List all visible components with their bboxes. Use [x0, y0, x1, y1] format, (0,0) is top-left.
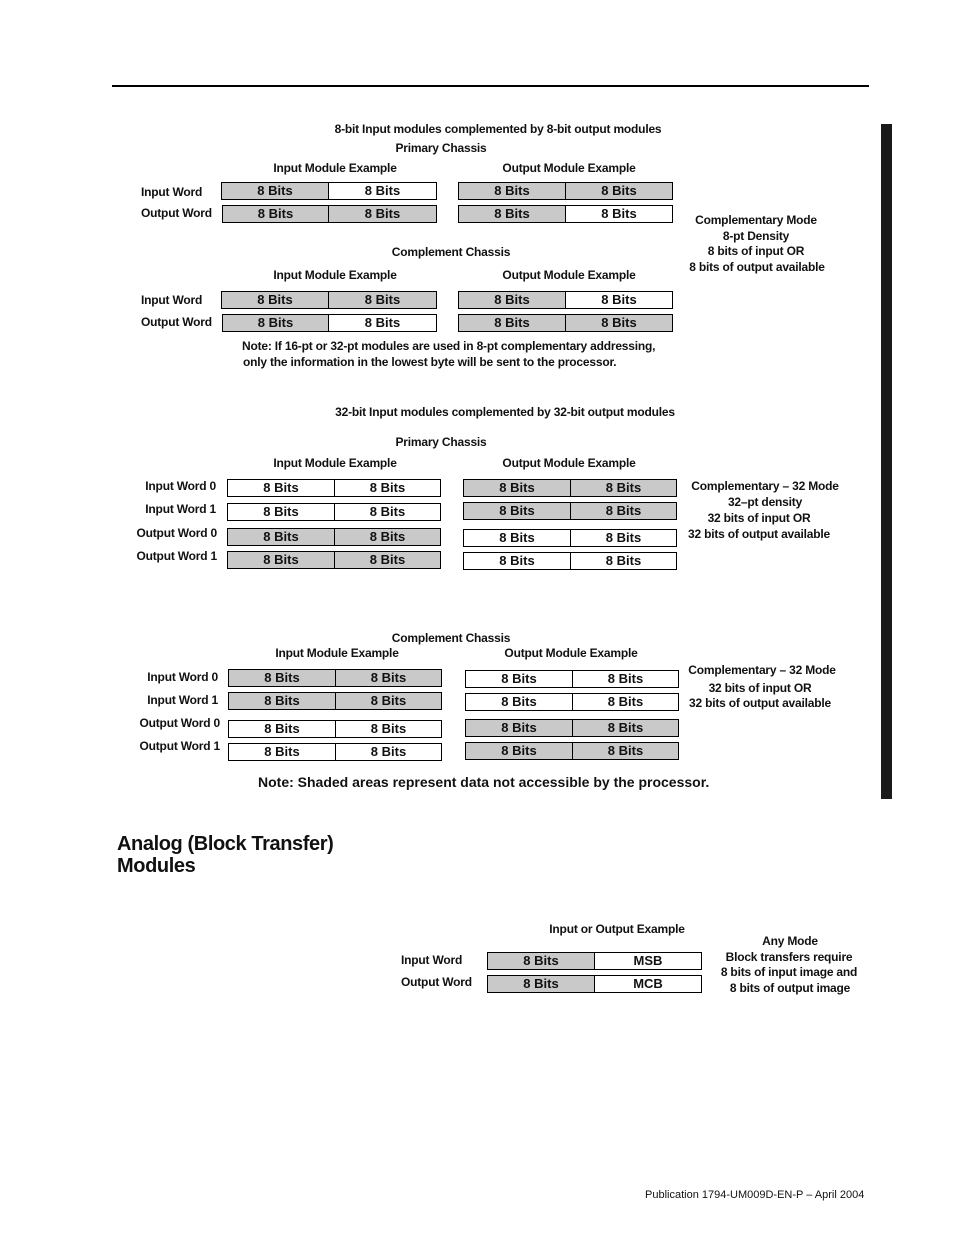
- row-label-output-word: Output Word: [141, 315, 212, 329]
- bit-cell-shaded: 8 Bits: [458, 314, 566, 332]
- msb-cell: MSB: [594, 952, 702, 970]
- complement-chassis-label: Complement Chassis: [391, 631, 511, 645]
- side-note-line: Complementary – 32 Mode: [691, 479, 839, 493]
- shaded-areas-note: Note: Shaded areas represent data not accessible by the processor.: [258, 774, 710, 790]
- bit-cell: 8 Bits: [572, 693, 679, 711]
- side-note-line: 8 bits of input OR: [707, 244, 805, 258]
- bit-cell: 8 Bits: [227, 479, 335, 497]
- row-label-output-word: Output Word: [141, 206, 212, 220]
- row-label-input-word: Input Word: [141, 293, 203, 307]
- side-note-line: 32 bits of output available: [689, 696, 831, 710]
- side-note-line: 32 bits of input OR: [707, 511, 811, 525]
- bit-cell-shaded: 8 Bits: [572, 742, 679, 760]
- side-note-line: 8 bits of input image and: [720, 965, 858, 979]
- input-module-example-label: Input Module Example: [273, 268, 397, 282]
- input-module-example-label: Input Module Example: [275, 646, 399, 660]
- row-label-input-word-1: Input Word 1: [147, 693, 218, 707]
- bit-cell: 8 Bits: [565, 291, 673, 309]
- bit-cell-shaded: 8 Bits: [328, 291, 437, 309]
- section-32bit-title: 32-bit Input modules complemented by 32-bit output modules: [335, 405, 675, 419]
- section-heading-line: Modules: [117, 855, 196, 877]
- input-module-example-label: Input Module Example: [273, 456, 397, 470]
- row-label-input-word-0: Input Word 0: [145, 479, 216, 493]
- bit-cell: 8 Bits: [335, 720, 442, 738]
- row-label-output-word-1: Output Word 1: [136, 549, 217, 563]
- row-label-output-word: Output Word: [401, 975, 472, 989]
- bit-cell-shaded: 8 Bits: [463, 479, 571, 497]
- bit-cell: 8 Bits: [465, 670, 573, 688]
- bit-cell: 8 Bits: [565, 205, 673, 223]
- row-label-input-word: Input Word: [401, 953, 463, 967]
- side-note-line: 8-pt Density: [722, 229, 790, 243]
- section-8bit-note-line: only the information in the lowest byte will be sent to the processor.: [243, 355, 617, 369]
- section-8bit-title: 8-bit Input modules complemented by 8-bit output modules: [334, 122, 662, 136]
- side-note-line: 8 bits of output available: [689, 260, 825, 274]
- row-label-input-word: Input Word: [141, 185, 203, 199]
- publication-footer: Publication 1794-UM009D-EN-P – April 2004: [645, 1189, 865, 1201]
- top-rule: [112, 85, 869, 87]
- bit-cell-shaded: 8 Bits: [221, 182, 329, 200]
- output-module-example-label: Output Module Example: [502, 456, 636, 470]
- bit-cell-shaded: 8 Bits: [487, 952, 595, 970]
- bit-cell: 8 Bits: [328, 182, 437, 200]
- row-label-input-word-0: Input Word 0: [147, 670, 218, 684]
- bit-cell-shaded: 8 Bits: [334, 528, 441, 546]
- section-8bit-note-line: Note: If 16-pt or 32-pt modules are used in 8-pt complementary addressing,: [242, 339, 656, 353]
- bit-cell: 8 Bits: [335, 743, 442, 761]
- bit-cell: 8 Bits: [227, 503, 335, 521]
- bit-cell-shaded: 8 Bits: [227, 528, 335, 546]
- bit-cell: 8 Bits: [228, 720, 336, 738]
- section-heading: [117, 833, 333, 877]
- side-note-line: Block transfers require: [725, 950, 853, 964]
- bit-cell: 8 Bits: [463, 529, 571, 547]
- bit-cell: 8 Bits: [570, 552, 677, 570]
- output-module-example-label: Output Module Example: [502, 161, 636, 175]
- bit-cell: 8 Bits: [334, 503, 441, 521]
- mcb-cell: MCB: [594, 975, 702, 993]
- bit-cell-shaded: 8 Bits: [228, 692, 336, 710]
- bit-cell: 8 Bits: [572, 670, 679, 688]
- row-label-input-word-1: Input Word 1: [145, 502, 216, 516]
- bit-cell: 8 Bits: [570, 529, 677, 547]
- complement-chassis-label: Complement Chassis: [391, 245, 511, 259]
- input-or-output-example-label: Input or Output Example: [549, 922, 685, 936]
- bit-cell: 8 Bits: [328, 314, 437, 332]
- side-note-line: Any Mode: [762, 934, 818, 948]
- side-note-line: Complementary – 32 Mode: [688, 663, 836, 677]
- bit-cell-shaded: 8 Bits: [463, 502, 571, 520]
- bit-cell-shaded: 8 Bits: [227, 551, 335, 569]
- section-heading-line: Analog (Block Transfer): [117, 833, 334, 855]
- side-note-line: 32 bits of input OR: [708, 681, 812, 695]
- side-note-line: Complementary Mode: [695, 213, 817, 227]
- bit-cell-shaded: 8 Bits: [458, 205, 566, 223]
- side-note-line: 8 bits of output image: [729, 981, 851, 995]
- output-module-example-label: Output Module Example: [504, 646, 638, 660]
- chapter-side-bar: [881, 124, 892, 799]
- primary-chassis-label: Primary Chassis: [395, 435, 487, 449]
- row-label-output-word-0: Output Word 0: [136, 526, 217, 540]
- bit-cell-shaded: 8 Bits: [334, 551, 441, 569]
- side-note-line: 32 bits of output available: [688, 527, 830, 541]
- bit-cell-shaded: 8 Bits: [458, 182, 566, 200]
- bit-cell-shaded: 8 Bits: [335, 692, 442, 710]
- bit-cell-shaded: 8 Bits: [570, 502, 677, 520]
- bit-cell-shaded: 8 Bits: [222, 314, 329, 332]
- bit-cell: 8 Bits: [465, 693, 573, 711]
- bit-cell-shaded: 8 Bits: [572, 719, 679, 737]
- input-module-example-label: Input Module Example: [273, 161, 397, 175]
- bit-cell-shaded: 8 Bits: [465, 742, 573, 760]
- bit-cell-shaded: 8 Bits: [465, 719, 573, 737]
- bit-cell-shaded: 8 Bits: [328, 205, 437, 223]
- bit-cell-shaded: 8 Bits: [570, 479, 677, 497]
- bit-cell-shaded: 8 Bits: [458, 291, 566, 309]
- bit-cell-shaded: 8 Bits: [221, 291, 329, 309]
- bit-cell: 8 Bits: [463, 552, 571, 570]
- bit-cell-shaded: 8 Bits: [565, 182, 673, 200]
- bit-cell-shaded: 8 Bits: [335, 669, 442, 687]
- row-label-output-word-1: Output Word 1: [139, 739, 220, 753]
- bit-cell-shaded: 8 Bits: [565, 314, 673, 332]
- output-module-example-label: Output Module Example: [502, 268, 636, 282]
- row-label-output-word-0: Output Word 0: [139, 716, 220, 730]
- primary-chassis-label: Primary Chassis: [395, 141, 487, 155]
- bit-cell-shaded: 8 Bits: [228, 669, 336, 687]
- bit-cell-shaded: 8 Bits: [487, 975, 595, 993]
- side-note-line: 32–pt density: [727, 495, 803, 509]
- bit-cell-shaded: 8 Bits: [222, 205, 329, 223]
- bit-cell: 8 Bits: [334, 479, 441, 497]
- bit-cell: 8 Bits: [228, 743, 336, 761]
